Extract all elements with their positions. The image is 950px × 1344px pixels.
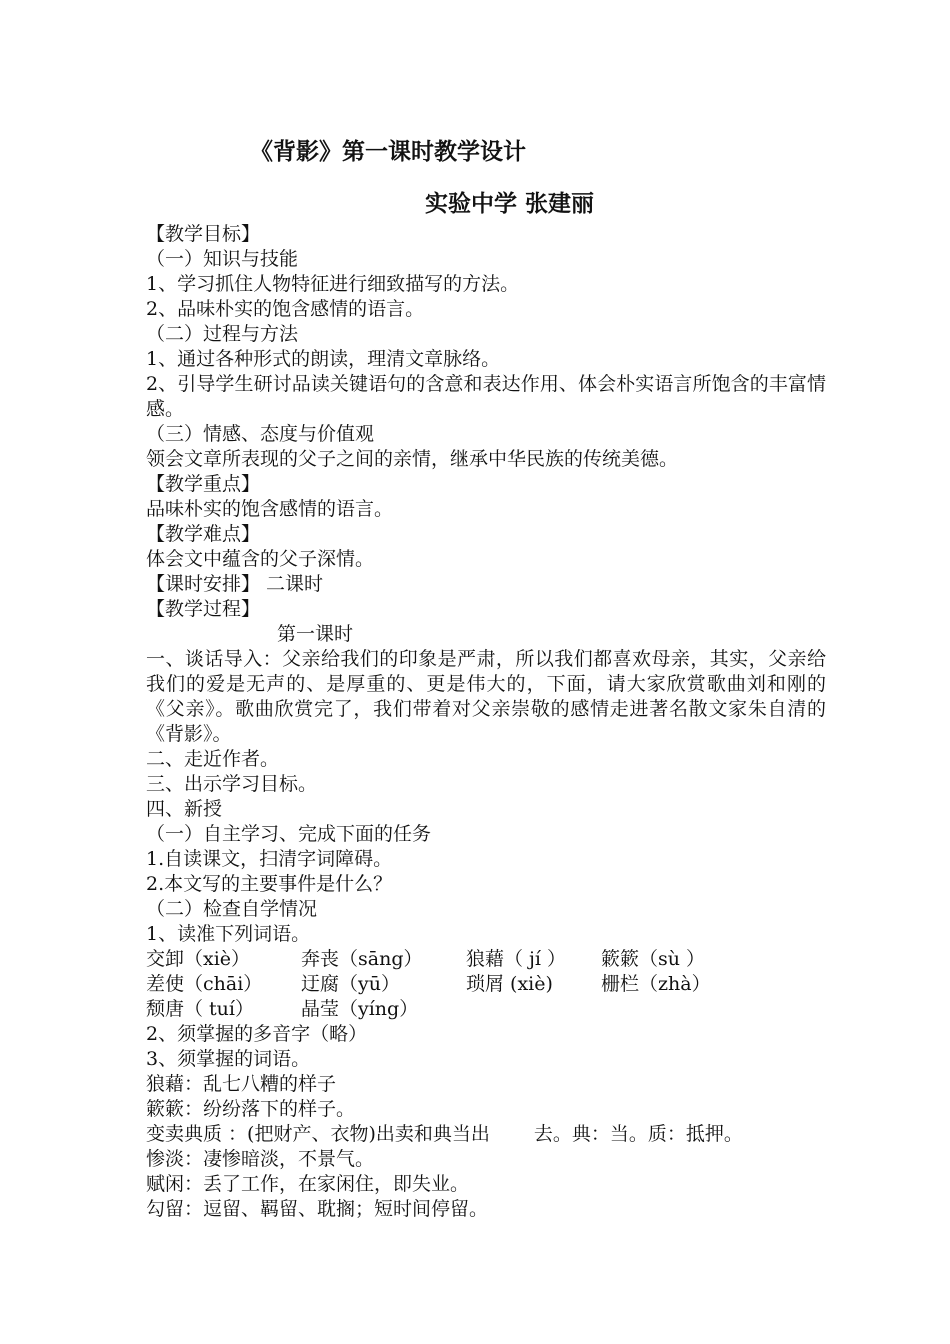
subheading-knowledge: （一）知识与技能: [146, 248, 299, 270]
definition: 勾留：逗留、羁留、耽搁；短时间停留。: [146, 1198, 489, 1220]
definition: 簌簌：纷纷落下的样子。: [146, 1098, 356, 1120]
word-item: 交卸（xiè）: [146, 948, 251, 970]
word-item: 迂腐（yū）: [301, 973, 400, 995]
paragraph: 2.本文写的主要事件是什么？: [146, 873, 393, 895]
document-body: [146, 222, 826, 1222]
word-row: [146, 997, 826, 1022]
paragraph: 1、通过各种形式的朗读，理清文章脉络。: [146, 348, 501, 370]
paragraph: （一）自主学习、完成下面的任务: [146, 823, 432, 845]
heading-process: 【教学过程】: [146, 598, 261, 620]
paragraph: 2、引导学生研讨品读关键语句的含意和表达作用、体会朴实语言所饱含的丰富情感。: [146, 373, 826, 420]
paragraph: 四、新授: [146, 798, 223, 820]
word-row: [146, 972, 826, 997]
definition: 狼藉：乱七八糟的样子: [146, 1073, 337, 1095]
paragraph: 2、须掌握的多音字（略）: [146, 1023, 368, 1045]
definition: [146, 1122, 826, 1147]
subheading-emotion: （三）情感、态度与价值观: [146, 423, 375, 445]
heading-schedule: 【课时安排】 二课时: [146, 573, 324, 595]
word-row: [146, 947, 826, 972]
word-item: 奔丧（sāng）: [301, 948, 423, 970]
paragraph: 1、学习抓住人物特征进行细致描写的方法。: [146, 273, 520, 295]
paragraph-intro: 一、谈话导入：父亲给我们的印象是严肃，所以我们都喜欢母亲，其实，父亲给我们的爱是无声的、是厚重的、更是伟大的，下面，请大家欣赏歌曲刘和刚的《父亲》。歌曲欣赏完了，我们带着对父亲崇敬的感情走进著名散文家朱自清的《背影》。: [146, 648, 826, 745]
heading-difficulties: 【教学难点】: [146, 523, 261, 545]
paragraph: 二、走近作者。: [146, 748, 280, 770]
subheading-process: （二）过程与方法: [146, 323, 299, 345]
definition: 赋闲：丢了工作，在家闲住，即失业。: [146, 1173, 470, 1195]
paragraph: 3、须掌握的词语。: [146, 1048, 311, 1070]
word-item: 狼藉（ jí ）: [466, 948, 567, 970]
word-item: 差使（chāi）: [146, 973, 263, 995]
definition: 惨淡：凄惨暗淡，不景气。: [146, 1148, 375, 1170]
document-title: 《背影》第一课时教学设计: [250, 139, 526, 165]
paragraph: 2、品味朴实的饱含感情的语言。: [146, 298, 425, 320]
word-item: 琐屑 (xiè): [466, 973, 553, 995]
word-item: 栅栏（zhà）: [601, 973, 711, 995]
author-line: 实验中学 张建丽: [425, 191, 595, 217]
paragraph: （二）检查自学情况: [146, 898, 318, 920]
paragraph: 品味朴实的饱含感情的语言。: [146, 498, 394, 520]
word-item: 晶莹（yíng）: [301, 998, 419, 1020]
paragraph: 领会文章所表现的父子之间的亲情，继承中华民族的传统美德。: [146, 448, 679, 470]
heading-key-points: 【教学重点】: [146, 473, 261, 495]
word-item: 颓唐（ tuí）: [146, 998, 254, 1020]
word-item: 簌簌（sù ）: [601, 948, 706, 970]
heading-teaching-goals: 【教学目标】: [146, 223, 261, 245]
definition-part: 变卖典质 ：(把财产、衣物)出卖和典当出: [146, 1123, 490, 1145]
paragraph: 1.自读课文，扫清字词障碍。: [146, 848, 393, 870]
paragraph: 体会文中蕴含的父子深情。: [146, 548, 375, 570]
paragraph: 1、读准下列词语。: [146, 923, 311, 945]
paragraph: 三、出示学习目标。: [146, 773, 318, 795]
definition-part: 去。典：当。质：抵押。: [533, 1123, 743, 1145]
lesson-label: 第一课时: [277, 623, 354, 645]
